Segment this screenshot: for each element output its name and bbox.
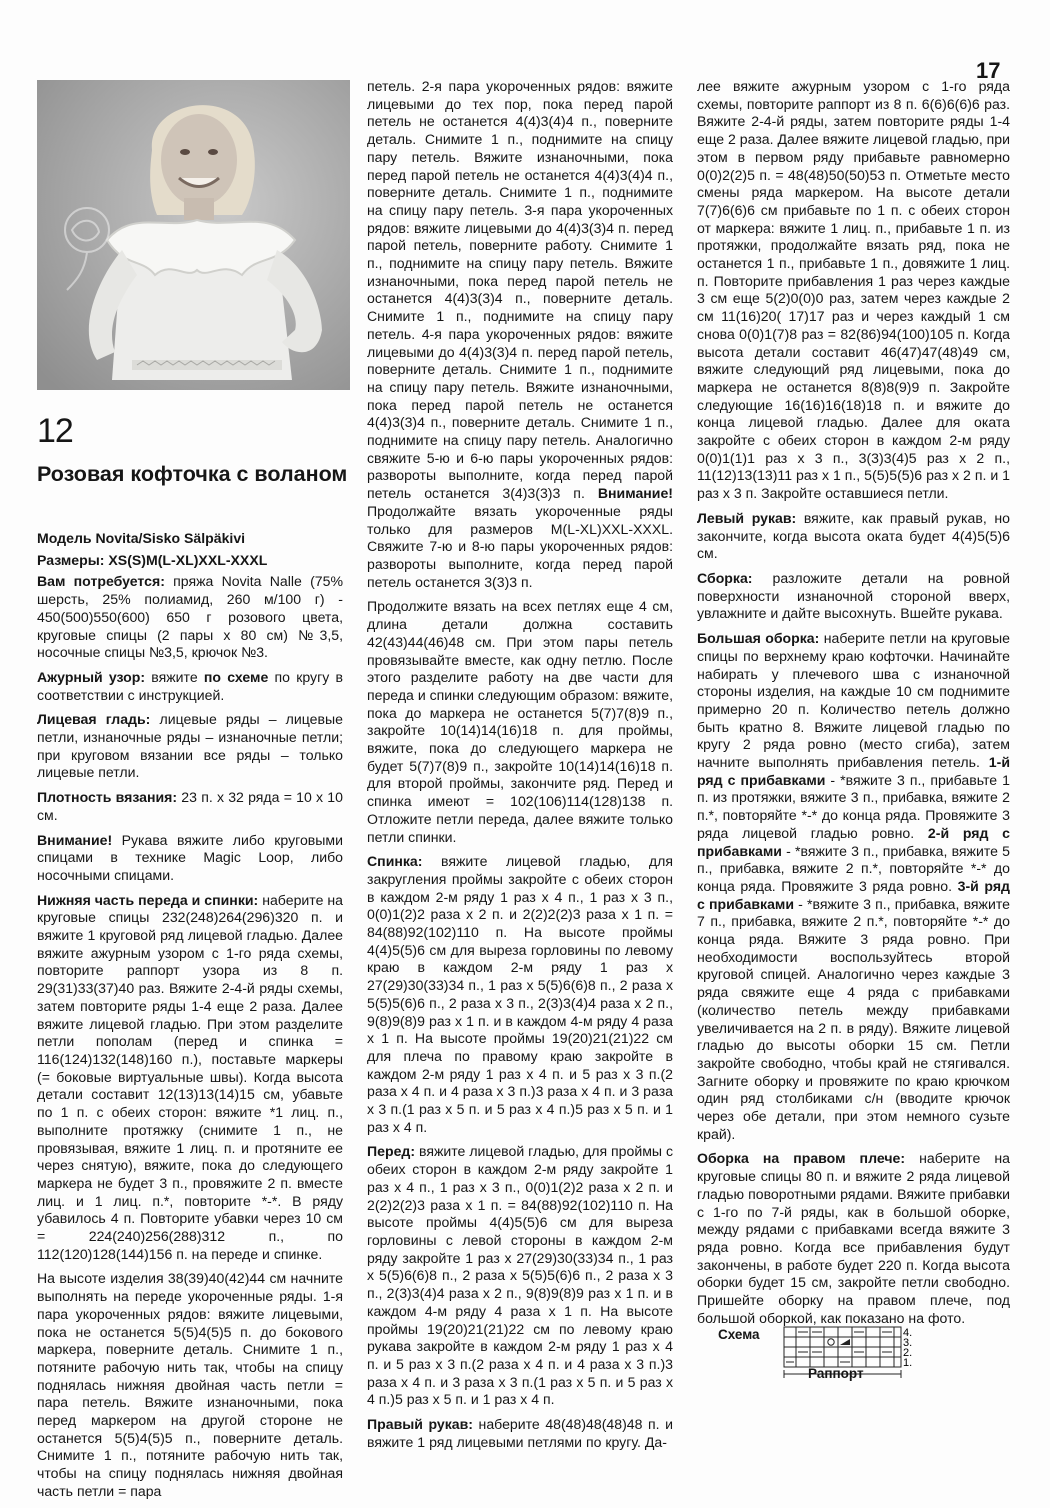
- bold-text: 2-й ряд с прибавками: [697, 824, 1010, 859]
- row-number: 4.: [903, 1327, 913, 1339]
- article-title: Розовая кофточка с воланом: [37, 462, 348, 486]
- text-column-2: [367, 78, 673, 1458]
- model-illustration: [37, 80, 350, 390]
- paragraph-text: вяжите: [145, 668, 204, 685]
- lead-label: Сборка:: [697, 569, 753, 586]
- lead-label: Плотность вязания:: [37, 789, 178, 806]
- rapport-label: Раппорт: [808, 1366, 864, 1381]
- page-number: 17: [976, 58, 1001, 83]
- division-paragraph: Продолжите вязать на всех петлях еще 4 см, длина детали должна составить 42(43)44(46)48 см. При этом пары петель провязывайте вместе, как одну петлю. После этого разделите работу на две части для переда и спинки следующим образом: вяжите, пока до маркера не останется 5(7)7(8)9 п., закройте 10(14)14(16)18 п. для проймы, вяжите, пока до следующего маркера не будет 5(7)7(8)9 п., закройте 10(14)14(16)18 п. для второй проймы, закончите ряд. Перед и спинка имеют = 102(106)114(128)138 п. Отложите петли переда, далее вяжите только петли спинки.: [367, 598, 674, 845]
- sleeve-continued-paragraph: лее вяжите ажурным узором с 1-го ряда схемы, повторите раппорт из 8 п. 6(6)6(6)6 раз. Вяжите 2-4-й ряды, затем повторите ряды 1-4 еще 2 раза. Далее вяжите лицевой гладью, при этом в первом ряду прибавьте равномерно 0(0)2(2)5 п. = 48(48)50(50)53 п. Отметьте место смены ряда маркером. На высоте детали 7(7)6(6)6 см прибавьте по 1 п. с обеих сторон от маркера: вяжите 1 лиц. п., прибавьте 1 п. из протяжки, продолжайте вязать ряд, пока не останется 1 п., прибавьте 1 п., довяжите 1 лиц. п. Повторите прибавления 1 раз через каждые 3 см еще 5(2)0(0)0 раз, затем через каждые 2 см 11(16)20( 17)17 раз и через каждый 1 см снова 0(0)1(7)8 раз = 82(86)94(100)105 п. Когда высота детали составит 46(47)47(48)49 см, вяжите следующий ряд лицевыми, пока до маркера не останется 8(8)8(9)9 п. Закройте следующие 16(16)16(18)18 п. и вяжите до конца лицевой гладью. Далее для оката закройте с обеих сторон в каждом 2-м ряду 0(0)1(1)1 раз х 3 п., 3(3)3(4)5 раз х 2 п., 11(12)13(13)11 раз х 1 п., 5(5)5(5)6 раз х 2 п. и 1 раз х 3 п. Закройте оставшиеся петли.: [697, 78, 1010, 502]
- bold-text: Внимание!: [597, 485, 673, 502]
- text-column-3: [697, 78, 1010, 1335]
- big-ruffle-paragraph: [697, 630, 1010, 1143]
- row-number: 2.: [903, 1347, 913, 1359]
- paragraph-text: вяжите лицевой гладью, для закругления проймы закройте с обеих сторон в каждом 2-м ряду 1 раз х 4 п., 1 раз х 3 п., 0(0)1(2)2 раза х 2 п. и 2(2)2(2)3 раза х 1 п. = 84(88)92(102)110 п. На высоте проймы 4(4)5(5)6 см для выреза горловины по левому краю в каждом 2-м ряду 1 раз х 27(29)30(33)34 п., 1 раз х 5(5)6(6)8 п., 2 раза х 5(5)5(6)6 п., 2 раза х 3 п., 2(3)3(4)4 раза х 2 п., 9(8)9(8)9 раз х 1 п. и в каждом 4-м ряду 4 раза х 1 п. На высоте проймы 19(20)21(21)22 см для плеча по правому краю закройте в каждом 2-м ряду 1 раз х 4 п. и 5 раз х 3 п.(2 раза х 4 п. и 4 раза х 3 п.)3 раза х 4 п. и 3 раза х 3 п.(1 раз х 5 п. и 5 раз х 4 п.)5 раз х 5 п. и 1 раз х 4 п.: [367, 853, 673, 1135]
- lead-label: Лицевая гладь:: [37, 711, 151, 728]
- row-number: 1.: [903, 1357, 913, 1369]
- paragraph-text: - *вяжите 3 п., прибавка, вяжите 5 п., прибавка, вяжите 2 п.*, повторяйте *-* до конца ряда. Провяжите 3 ряда ровно.: [697, 842, 1010, 894]
- lead-label: Спинка:: [367, 853, 423, 870]
- paragraph-text: пряжа Novita Nalle (75% шерсть, 25% полиамид, 260 м/100 г) - 450(500)550(600) 650 г розового цвета, круговые спицы (2 пары х 80 см) №3,5, носочные спицы №3,5, крючок №3.: [37, 573, 343, 661]
- back-paragraph: [367, 853, 673, 1136]
- front-paragraph: [367, 1143, 673, 1409]
- paragraph-text: вяжите лицевой гладью, для проймы с обеих сторон в каждом 2-м ряду закройте 1 раз х 4 п., 1 раз х 3 п., 0(0)1(2)2 раза х 2 п. и 2(2)2(2)3 раза х 1 п. = 84(88)92(102)110 п. На высоте проймы 4(4)5(5)6 см для выреза горловины с левой стороны в каждом 2-м ряду закройте 1 раз х 27(29)30(33)34 п., 1 раз х 5(5)6(6)8 п., 2 раза х 5(5)5(6)6 п., 2 раза х 3 п., 2(3)3(4)4 раза х 2 п., 9(8)9(8)9 раз х 1 п. и в каждом 4-м ряду 4 раза х 1 п. На высоте проймы 19(20)21(21)22 см по левому краю рукава закройте в каждом 2-м ряду 1 раз х 4 п. и 5 раз х 3 п.(2 раза х 4 п. и 4 раза х 3 п.)3 раза х 4 п. и 3 раза х 3 п.(1 раз х 5 п. и 5 раз х 4 п.)5 раз х 5 п. и 1 раз х 4 п.: [367, 1143, 673, 1408]
- paragraph-text: - *вяжите 3 п., прибавка, вяжите 7 п., прибавка, вяжите 2 п.*, повторяйте *-* до конца ряда. Вяжите 3 ряда ровно. При необходимости воспользуйтесь второй круговой спицей. Аналогично через каждые 3 ряда свяжите еще 4 ряда с прибавками (количество петель между прибавками увеличивается на 2 п. в ряду). Вяжите лицевой гладью до высоты оборки 15 см. Петли закройте свободно, чтобы край не стягивался. Загните оборку и провяжите по краю крючком один ряд столбиками с/н (вводите крючок через обе детали, при этом немного сузьте край).: [697, 895, 1010, 1142]
- paragraph-text: наберите петли на круговые спицы по верхнему краю кофточки. Начинайте набирать у плечевого шва с изнаночной стороны изделия, на каждые 10 см поднимите примерно 20 п. Количество петель должно быть кратно 8. Вяжите лицевой гладью по кругу 2 ряда ровно (место сгиба), затем начните выполнять прибавления петель.: [697, 630, 1010, 771]
- knitting-chart: [718, 1322, 948, 1392]
- lead-label: Ажурный узор:: [37, 668, 146, 685]
- stockinette-paragraph: [37, 711, 343, 782]
- yarn-over-icon: [828, 1339, 834, 1345]
- lead-label: Правый рукав:: [367, 1416, 473, 1433]
- paragraph-text: по кругу в соответствии с инструкцией.: [37, 668, 343, 703]
- shoulder-ruffle-paragraph: [697, 1150, 1010, 1327]
- text-column-1: [37, 530, 343, 1508]
- paragraph-text: 23 п. х 32 ряда = 10 х 10 см.: [37, 789, 343, 823]
- sizes-line: Размеры: XS(S)M(L-XL)XXL-XXXL: [37, 551, 268, 568]
- lead-label: Перед:: [367, 1143, 416, 1160]
- paragraph-text: наберите на круговые спицы 80 п. и вяжите 2 ряда лицевой гладью поворотными рядами. Вяжите прибавки с 1-го по 7-й ряды, как в большой оборке, между рядами с прибавками всегда вяжите 3 ряда ровно. Когда все прибавления будут закончены, в работе будет 220 п. Когда высота оборки будет 15 см, закройте петли свободно. Пришейте оборку на правом плече, под большой оборкой, как показано на фото.: [697, 1150, 1010, 1326]
- bold-text: 3-й ряд с прибавками: [697, 877, 1010, 912]
- lower-body-paragraph: [37, 892, 343, 1264]
- paragraph-text: вяжите, как правый рукав, но закончите, когда высота оката будет 4(4)5(5)6 см.: [697, 509, 1010, 562]
- left-sleeve-paragraph: [697, 510, 1010, 563]
- paragraph-text: Рукава вяжите либо круговыми спицами в технике Magic Loop, либо носочными спицами.: [37, 831, 343, 883]
- article-number: 12: [37, 412, 73, 450]
- short-rows-continued-paragraph: [367, 78, 673, 591]
- assembly-paragraph: [697, 570, 1010, 623]
- paragraph-text: - *вяжите 3 п., прибавьте 1 п. из протяжки, вяжите 3 п., прибавка, вяжите 2 п.*, повторяйте *-* до конца ряда. Провяжите 3 ряда лицевой гладью ровно.: [697, 771, 1010, 841]
- attention-paragraph: [37, 832, 343, 885]
- paragraph-text: Продолжайте вязать укороченные ряды только для размеров M(L-XL)XXL-XXXL. Свяжите 7-ю и 8-ю пары укороченных рядов: развороты выполните, когда перед парой петель останется 3(3)3 п.: [367, 502, 673, 590]
- lead-label: Нижняя часть переда и спинки:: [37, 891, 259, 908]
- short-rows-paragraph: На высоте изделия 38(39)40(42)44 см начните выполнять на переде укороченные ряды. 1-я пара укороченных рядов: вяжите лицевыми, пока не останется 5(5)4(5)5 п. до бокового маркера, поверните деталь. Снимите 1 п., потяните рабочую нить так, чтобы на спицу поднялась нижняя двойная часть петли = пара петель. Вяжите изнаночными, пока перед маркером на другой стороне не останется 5(5)4(5)5 п., поверните деталь. Снимите 1 п., потяните рабочую нить так, чтобы на спицу поднялась нижняя двойная часть петли = пара: [37, 1270, 343, 1499]
- right-sleeve-paragraph: [367, 1416, 673, 1451]
- paragraph-text: лицевые ряды – лицевые петли, изнаночные ряды – изнаночные петли; при круговом вязании все ряды – только лицевые петли.: [37, 711, 343, 781]
- paragraph-text: наберите 48(48)48(48)48 п. и вяжите 1 ряд лицевыми петлями по кругу. Да-: [367, 1416, 673, 1450]
- lead-label: Левый рукав:: [697, 509, 797, 526]
- lace-pattern-paragraph: [37, 669, 343, 704]
- lead-label: Оборка на правом плече:: [697, 1150, 906, 1167]
- lead-label: Внимание!: [37, 831, 113, 848]
- lead-label: Большая оборка:: [697, 630, 820, 647]
- model-photo: [37, 80, 350, 390]
- paragraph-text: разложите детали на ровной поверхности изнаночной стороной вверх, увлажните и дайте высохнуть. Вшейте рукава.: [697, 569, 1010, 622]
- materials-paragraph: [37, 573, 343, 662]
- row-number: 3.: [903, 1337, 913, 1349]
- gauge-paragraph: [37, 789, 343, 824]
- bold-text: 1-й ряд с прибавками: [697, 754, 1010, 788]
- decrease-icon: [840, 1339, 850, 1345]
- paragraph-text: петель. 2-я пара укороченных рядов: вяжите лицевыми до тех пор, пока перед парой петель не останется 4(4)3(4)4 п., поверните деталь. Снимите 1 п., поднимите на спицу пару петель. Вяжите изнаночными, пока перед парой петель не останется 4(4)3(4)4 п., поверните деталь. Снимите 1 п., поднимите на спицу пару петель. 3-я пара укороченных рядов: вяжите лицевыми до 4(4)3(3)4 п. перед парой петель, поверните работу. Снимите 1 п., поднимите на спицу пару петель. Вяжите изнаночными, пока перед парой петель не останется 4(4)3(3)4 п., поверните деталь. Снимите 1 п., поднимите на спицу пару петель. 4-я пара укороченных рядов: вяжите лицевыми до 4(4)3(3)4 п. перед парой петель, поверните деталь. Снимите 1 п., поднимите на спицу пару петель. Вяжите изнаночными, пока перед парой петель не останется 4(4)3(3)4 п., поверните деталь. Снимите 1 п., поднимите на спицу пару петель. Аналогично свяжите 5-ю и 6-ю пары укороченных рядов: развороты выполните, когда перед парой петель останется 3(4)3(3)3 п.: [367, 78, 673, 502]
- model-credit: Модель Novita/Sisko Sälpäkivi: [37, 530, 246, 546]
- lead-label: Вам потребуется:: [37, 573, 165, 590]
- chart-grid: [784, 1327, 901, 1367]
- bold-text: по схеме: [203, 668, 269, 685]
- schema-title: Схема: [718, 1327, 760, 1342]
- paragraph-text: наберите на круговые спицы 232(248)264(296)320 п. и вяжите 1 круговой ряд лицевой гладью. Далее вяжите ажурным узором с 1-го ряда схемы, повторите раппорт узора из 8 п. 29(31)33(37)40 раз. Вяжите 2-4-й ряды схемы, затем повторите ряды 1-4 еще 2 раза. Далее вяжите лицевой гладью. При этом разделите петли пополам (перед и спинка = 116(124)132(148)160 п.), поставьте маркеры (= боковые виртуальные швы). Когда высота детали составит 12(13)13(14)15 см, убавьте по 1 п. с обеих сторон: вяжите *1 лиц. п., выполните протяжку (снимите 1 п., не провязывая, вяжите 1 лиц. п. и протяните ее через снятую), вяжите, пока до следующего маркера не будет 3 п., провяжите 2 п. вместе лиц. и 1 лиц. п.*, повторите *-*. В ряду убавилось 4 п. Повторите убавки через 10 см = 224(240)256(288)312 п., по 112(120)128(144)156 п. на переде и спинке.: [37, 891, 343, 1262]
